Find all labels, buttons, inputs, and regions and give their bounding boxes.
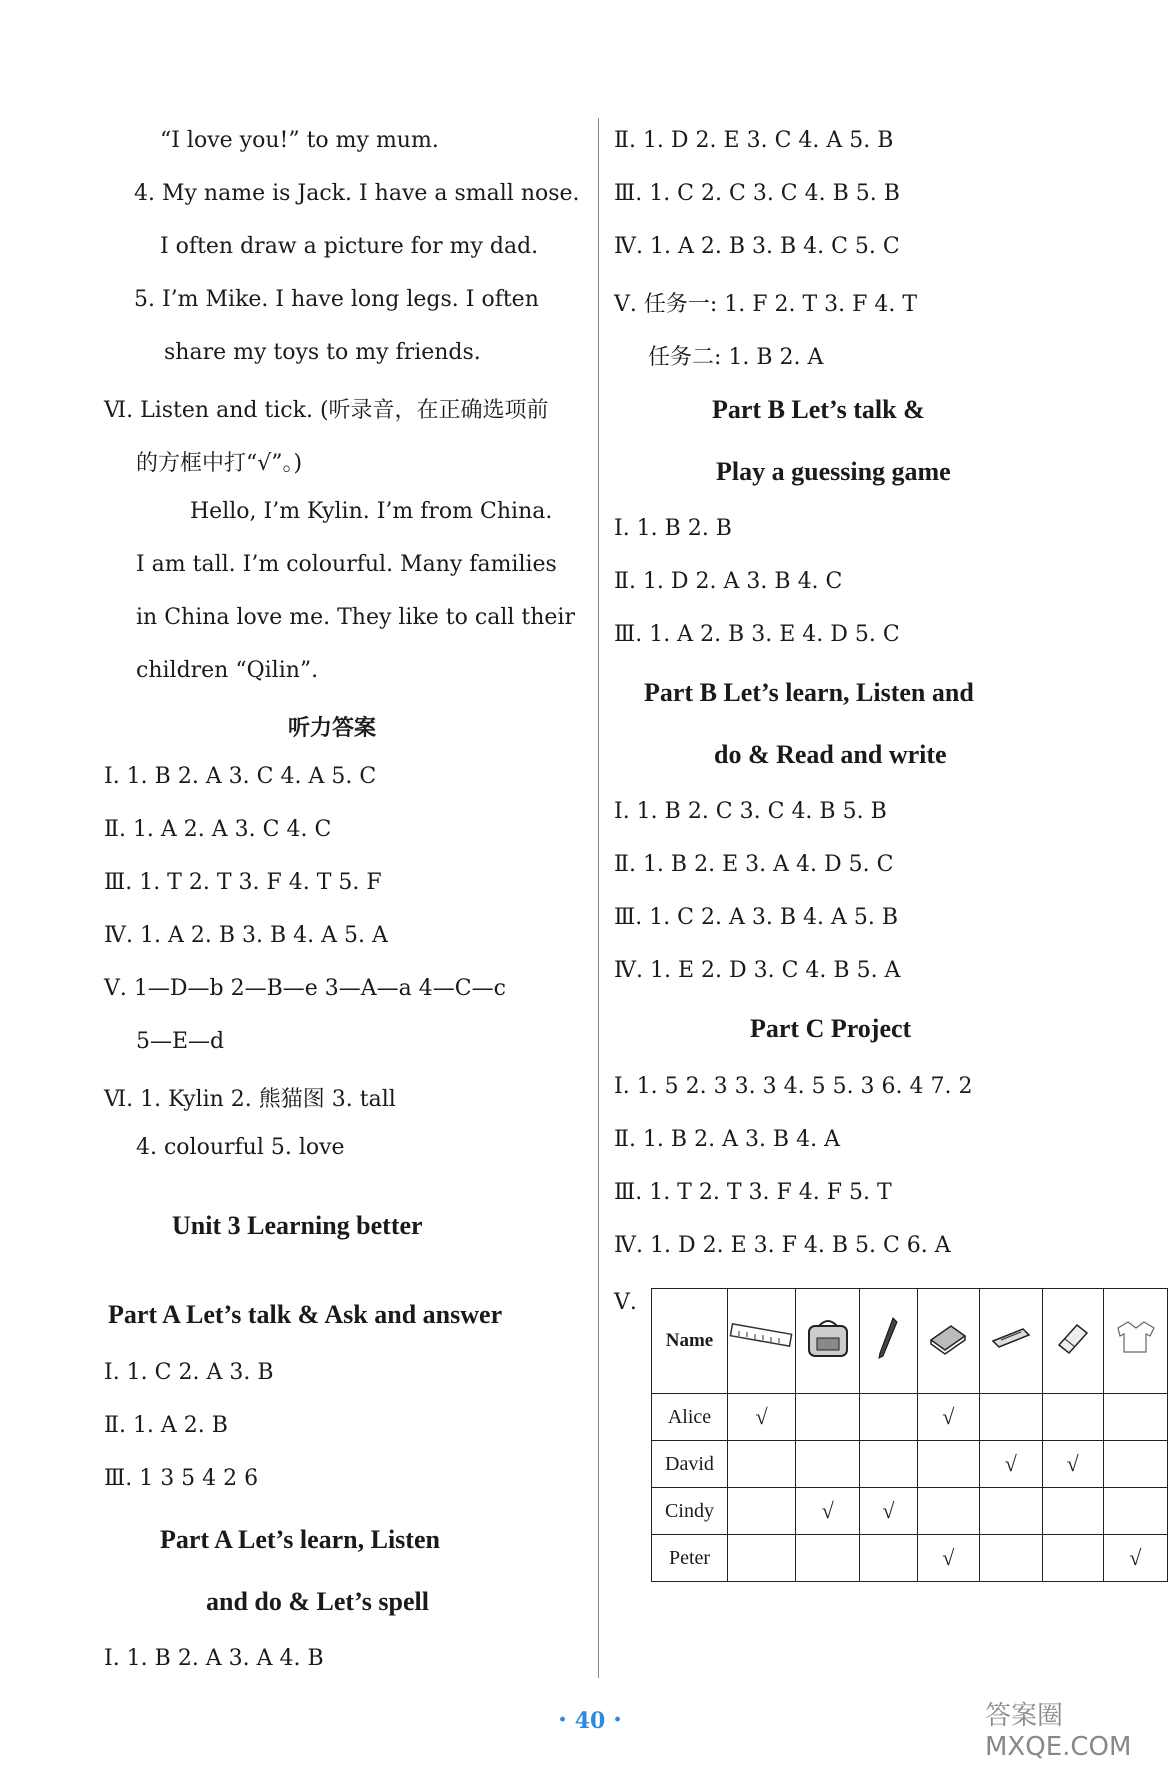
answer-line: in China love me. They like to call their <box>136 605 575 630</box>
check-cell <box>728 1488 796 1535</box>
student-name: David <box>652 1441 728 1488</box>
table-row <box>652 1394 1168 1441</box>
answer-line: Ⅲ. 1 3 5 4 2 6 <box>104 1466 259 1491</box>
answer-line: 5—E—d <box>136 1029 225 1054</box>
check-cell: √ <box>917 1535 979 1582</box>
answer-line: Ⅳ. 1. A 2. B 3. B 4. A 5. A <box>104 923 388 948</box>
answer-line: Ⅳ. 1. E 2. D 3. C 4. B 5. A <box>614 958 901 983</box>
student-name: Cindy <box>652 1488 728 1535</box>
check-cell <box>1103 1441 1167 1488</box>
answer-line: Ⅳ. 1. D 2. E 3. F 4. B 5. C 6. A <box>614 1233 951 1258</box>
answer-line: Ⅵ. Listen and tick. (听录音，在正确选项前 <box>104 398 549 423</box>
answer-line: “I love you!” to my mum. <box>160 128 439 153</box>
answer-line: Ⅰ. 1. B 2. C 3. C 4. B 5. B <box>614 799 887 824</box>
page-number-value: 40 <box>574 1708 606 1734</box>
check-cell <box>795 1394 859 1441</box>
check-cell <box>728 1441 796 1488</box>
answer-line: Ⅱ. 1. A 2. B <box>104 1413 228 1438</box>
answer-line: Ⅴ. 任务一: 1. F 2. T 3. F 4. T <box>614 292 918 317</box>
pen-icon <box>860 1289 917 1394</box>
column-divider <box>598 118 599 1678</box>
answer-line: share my toys to my friends. <box>164 340 481 365</box>
check-cell <box>795 1535 859 1582</box>
answer-line: Ⅲ. 1. T 2. T 3. F 4. F 5. T <box>614 1180 892 1205</box>
check-cell: √ <box>1042 1441 1103 1488</box>
answer-line: Ⅰ. 1. 5 2. 3 3. 3 4. 5 5. 3 6. 4 7. 2 <box>614 1074 973 1099</box>
book-icon <box>917 1289 979 1394</box>
answer-line: Ⅱ. 1. A 2. A 3. C 4. C <box>104 817 332 842</box>
check-cell <box>860 1394 917 1441</box>
unit-heading: Unit 3 Learning better <box>172 1211 423 1240</box>
answer-line: children “Qilin”. <box>136 658 319 683</box>
answer-line: Ⅱ. 1. B 2. A 3. B 4. A <box>614 1127 840 1152</box>
part-heading: do & Read and write <box>714 740 947 769</box>
table-header-row <box>652 1289 1168 1394</box>
watermark-logo: 答案圈 MXQE.COM <box>985 1701 1132 1762</box>
schoolbag-icon <box>795 1289 859 1394</box>
part-heading: Part C Project <box>750 1014 912 1043</box>
table-row <box>652 1441 1168 1488</box>
check-cell <box>1103 1394 1167 1441</box>
answer-line: Ⅳ. 1. A 2. B 3. B 4. C 5. C <box>614 234 900 259</box>
part-heading: Play a guessing game <box>716 457 951 486</box>
table-row <box>652 1535 1168 1582</box>
part-heading: Part B Let’s learn, Listen and <box>644 678 974 707</box>
part-heading: Part A Let’s learn, Listen <box>160 1525 440 1554</box>
answer-line: Ⅴ. 1—D—b 2—B—e 3—A—a 4—C—c <box>104 976 506 1001</box>
answer-line: Ⅲ. 1. C 2. A 3. B 4. A 5. B <box>614 905 899 930</box>
answer-line: Ⅵ. 1. Kylin 2. 熊猫图 3. tall <box>104 1087 396 1112</box>
check-cell <box>1042 1394 1103 1441</box>
check-cell <box>1103 1488 1167 1535</box>
check-cell: √ <box>917 1394 979 1441</box>
answer-line: I am tall. I’m colourful. Many families <box>136 552 557 577</box>
check-cell: √ <box>860 1488 917 1535</box>
table-row <box>652 1488 1168 1535</box>
section-title-listening-answers: 听力答案 <box>288 715 377 741</box>
pencil-box-icon <box>979 1289 1042 1394</box>
page-dot: · <box>612 1705 623 1735</box>
check-cell: √ <box>979 1441 1042 1488</box>
answer-line: Ⅰ. 1. B 2. B <box>614 516 732 541</box>
student-name: Peter <box>652 1535 728 1582</box>
part-heading: Part A Let’s talk & Ask and answer <box>108 1300 503 1329</box>
check-cell: √ <box>728 1394 796 1441</box>
answer-line: 5. I’m Mike. I have long legs. I often <box>134 287 539 312</box>
answer-line: 任务二: 1. B 2. A <box>648 345 824 370</box>
check-cell <box>860 1441 917 1488</box>
answer-line: Ⅱ. 1. D 2. E 3. C 4. A 5. B <box>614 128 894 153</box>
name-header: Name <box>652 1289 728 1394</box>
answer-line: 4. My name is Jack. I have a small nose. <box>134 181 580 206</box>
answer-line: 4. colourful 5. love <box>136 1135 345 1160</box>
answer-line: Ⅱ. 1. D 2. A 3. B 4. C <box>614 569 843 594</box>
answer-line: Ⅱ. 1. B 2. E 3. A 4. D 5. C <box>614 852 894 877</box>
part-heading: and do & Let’s spell <box>206 1587 429 1616</box>
answer-line: Ⅲ. 1. T 2. T 3. F 4. T 5. F <box>104 870 382 895</box>
check-cell <box>917 1488 979 1535</box>
eraser-icon <box>1042 1289 1103 1394</box>
check-cell <box>860 1535 917 1582</box>
check-cell <box>979 1535 1042 1582</box>
answer-line: Hello, I’m Kylin. I’m from China. <box>190 499 553 524</box>
check-cell <box>917 1441 979 1488</box>
answer-line: Ⅰ. 1. C 2. A 3. B <box>104 1360 274 1385</box>
page-number <box>545 1705 635 1735</box>
answer-line: I often draw a picture for my dad. <box>160 234 539 259</box>
check-cell: √ <box>795 1488 859 1535</box>
ruler-icon <box>728 1289 796 1394</box>
answer-line: Ⅰ. 1. B 2. A 3. A 4. B <box>104 1646 324 1671</box>
check-cell <box>979 1394 1042 1441</box>
student-name: Alice <box>652 1394 728 1441</box>
check-cell <box>1042 1535 1103 1582</box>
clothes-icon <box>1103 1289 1167 1394</box>
answer-line: 的方框中打“√”。) <box>136 451 303 476</box>
page-dot: · <box>557 1705 568 1735</box>
check-cell <box>728 1535 796 1582</box>
check-cell <box>1042 1488 1103 1535</box>
answer-line: Ⅰ. 1. B 2. A 3. C 4. A 5. C <box>104 764 377 789</box>
answer-line: Ⅲ. 1. C 2. C 3. C 4. B 5. B <box>614 181 900 206</box>
part-heading: Part B Let’s talk & <box>712 395 925 424</box>
answer-line: Ⅴ. <box>614 1290 637 1315</box>
check-cell <box>795 1441 859 1488</box>
answer-line: Ⅲ. 1. A 2. B 3. E 4. D 5. C <box>614 622 900 647</box>
check-cell: √ <box>1103 1535 1167 1582</box>
check-cell <box>979 1488 1042 1535</box>
survey-table <box>651 1288 1168 1582</box>
